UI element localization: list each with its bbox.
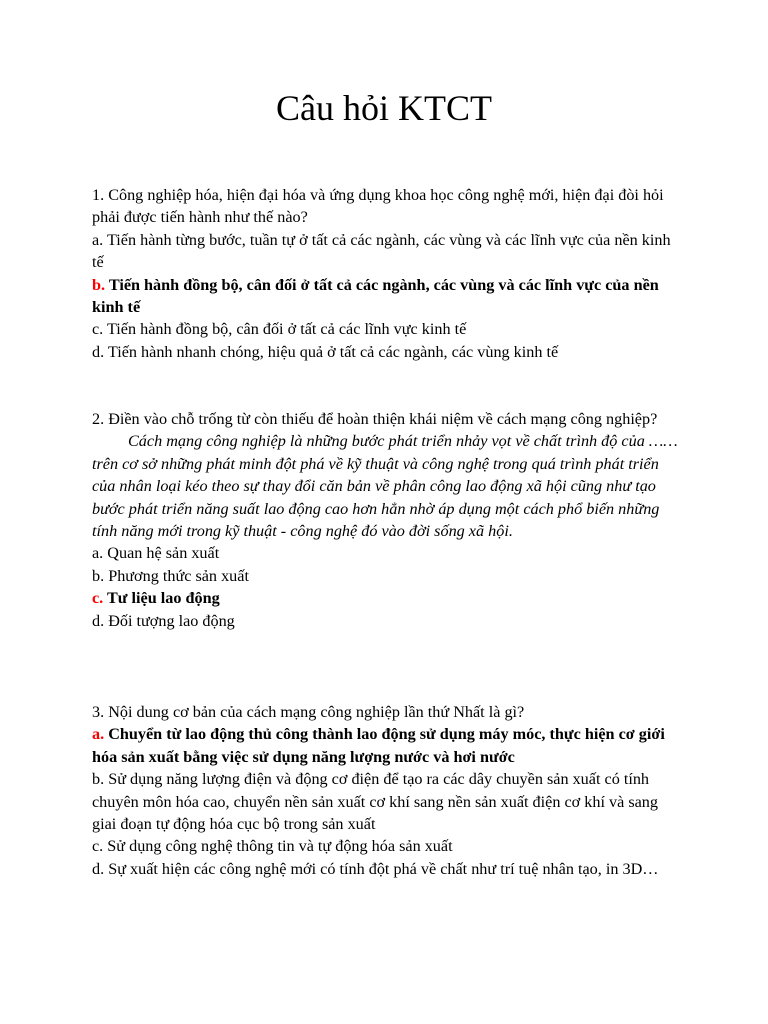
option-text: Tiến hành đồng bộ, cân đối ở tất cả các ngành, các vùng và các lĩnh vực của nền kinh tế: [92, 275, 659, 317]
question-stem: 1. Công nghiệp hóa, hiện đại hóa và ứng dụng khoa học công nghệ mới, hiện đại đòi hỏi phải được tiến hành như thế nào?: [92, 186, 664, 227]
option-letter: b.: [92, 770, 105, 789]
option-b: [92, 768, 682, 835]
question-2: [92, 408, 682, 632]
option-c: [92, 318, 682, 340]
question-passage: Cách mạng công nghiệp là những bước phát triển nhảy vọt về chất trình độ của …… trên cơ sở những phát minh đột phá về kỹ thuật và công nghệ trong quá trình phát triển của nhân loại kéo theo sự thay đổi căn bản về phân công lao động xã hội cũng như tạo bước phát triển năng suất lao động cao hơn hẳn nhờ áp dụng một cách phổ biến những tính năng mới trong kỹ thuật - công nghệ đó vào đời sống xã hội.: [92, 432, 678, 541]
question-stem: 3. Nội dung cơ bản của cách mạng công nghiệp lần thứ Nhất là gì?: [92, 703, 525, 721]
option-d: [92, 858, 682, 880]
option-b: [92, 565, 682, 587]
option-c: [92, 835, 682, 857]
option-a: [92, 542, 682, 564]
option-b-correct: [92, 274, 682, 319]
option-text: Phương thức sản xuất: [104, 566, 249, 585]
option-letter: a.: [92, 544, 104, 563]
option-text: Sử dụng năng lượng điện và động cơ điện để tạo ra các dây chuyền sản xuất có tính chuyên môn hóa cao, chuyển nền sản xuất cơ khí sang nền sản xuất điện cơ khí và sang giai đoạn tự động hóa cục bộ trong sản xuất: [92, 770, 658, 834]
option-text: Đối tượng lao động: [104, 611, 235, 630]
option-text: Tiến hành từng bước, tuần tự ở tất cả các ngành, các vùng và các lĩnh vực của nền kinh tế: [92, 230, 671, 272]
option-text: Quan hệ sản xuất: [103, 544, 220, 563]
option-letter: c.: [92, 837, 104, 856]
option-text: Chuyển từ lao động thủ công thành lao động sử dụng máy móc, thực hiện cơ giới hóa sản xuất bằng việc sử dụng năng lượng nước và hơi nước: [92, 725, 665, 766]
option-d: [92, 341, 682, 363]
option-letter: a.: [92, 230, 104, 249]
question-3: [92, 701, 682, 880]
question-stem: 2. Điền vào chỗ trống từ còn thiếu để hoàn thiện khái niệm về cách mạng công nghiệp?: [92, 410, 658, 428]
option-letter: d.: [92, 611, 105, 630]
option-a: [92, 229, 682, 274]
option-text: Tư liệu lao động: [103, 589, 220, 608]
option-text: Tiến hành nhanh chóng, hiệu quả ở tất cả các ngành, các vùng kinh tế: [104, 342, 559, 361]
option-letter: c.: [92, 320, 104, 339]
option-d: [92, 610, 682, 632]
option-letter: b.: [92, 566, 105, 585]
option-letter: d.: [92, 859, 105, 878]
option-a-correct: [92, 723, 682, 768]
option-letter: d.: [92, 342, 105, 361]
option-letter: b.: [92, 275, 106, 294]
option-text: Sử dụng công nghệ thông tin và tự động hóa sản xuất: [103, 837, 453, 856]
question-1: [92, 184, 682, 363]
option-text: Tiến hành đồng bộ, cân đối ở tất cả các lĩnh vực kinh tế: [103, 320, 467, 339]
option-letter: a.: [92, 725, 105, 744]
page-title: Câu hỏi KTCT: [276, 88, 492, 128]
option-c-correct: [92, 587, 682, 609]
option-letter: c.: [92, 589, 104, 608]
option-text: Sự xuất hiện các công nghệ mới có tính đột phá về chất như trí tuệ nhân tạo, in 3D…: [104, 859, 659, 878]
